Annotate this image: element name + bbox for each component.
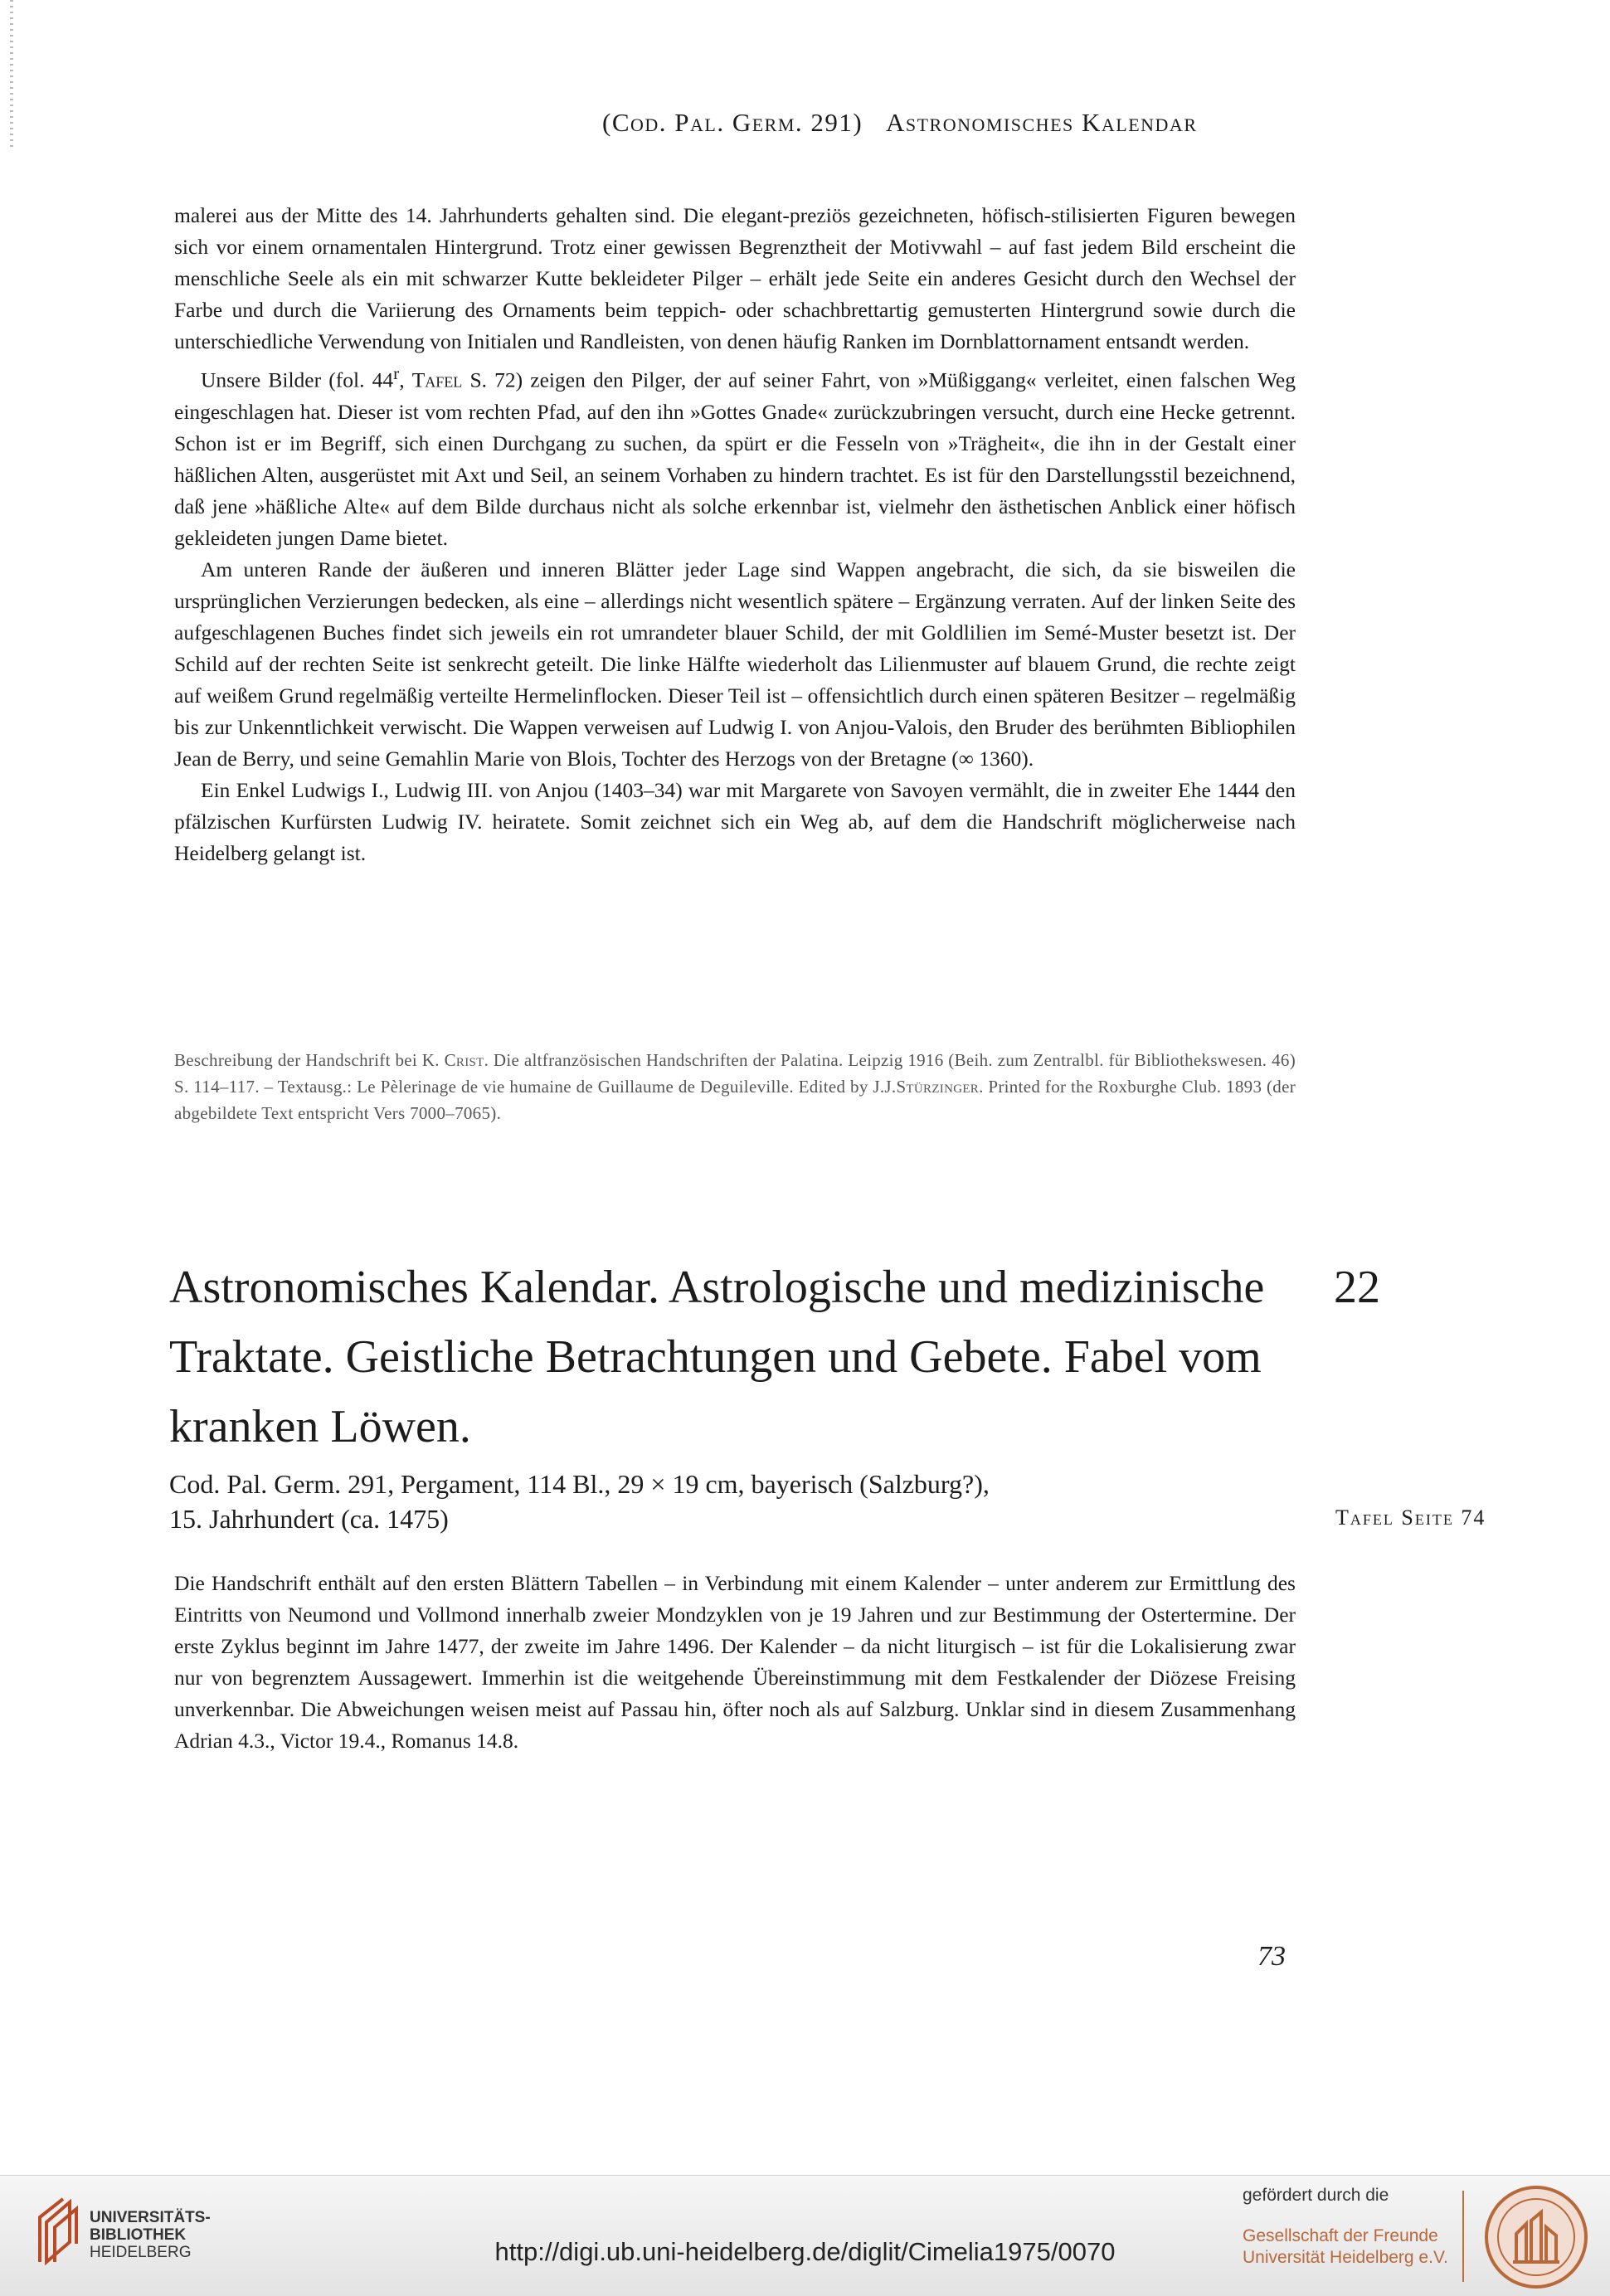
intro-paragraph: Ein Enkel Ludwigs I., Ludwig III. von Anjou (1403–34) war mit Margarete von Savoyen vermählt, die in zweiter Ehe 1444 den pfälzischen Kurfürsten Ludwig IV. heiratete. Somit zeichnet sich ein Weg ab, auf dem die Handschrift möglicherweise nach Heidelberg gelangt ist.	[174, 777, 1296, 865]
permalink-url[interactable]: http://digi.ub.uni-heidelberg.de/diglit/Cimelia1975/0070	[494, 2237, 1116, 2266]
page-number: 73	[1257, 1941, 1286, 1972]
intro-paragraph-unsere: Unsere Bilder (fol. 44$^r$, Tafel S. 72) zeigen den Pilger, der auf seiner Fahrt, von »Müßiggang« verleitet, einen falschen Weg eingeschlagen hat. Dieser ist vom rechten Pfad, auf den ihn »Gottes Gnade« zurückzubringen versucht, durch eine Hecke getrennt. Schon ist er im Begriff, sich einen Durchgang zu suchen, da spürt er die Fesseln von »Trägheit«, die ihn in der Gestalt einer häßlichen Alten, ausgerüstet mit Axt und Seil, an seinem Vorhaben zu hindern trachtet. Es ist für den Darstellungsstil bezeichnend, daß jene »häßliche Alte« auf dem Bilde durchaus nicht als solche erkennbar ist, vielmehr den ästhetischen Anblick einer höfisch gekleideten jungen Dame bietet.	[174, 363, 1296, 550]
sponsor-line: Gesellschaft der Freunde	[1243, 2226, 1438, 2245]
intro-paragraph: Am unteren Rande der äußeren und inneren Blätter jeder Lage sind Wappen angebracht, die sich, da sie bisweilen die ursprünglichen Verzierungen bedecken, als eine – allerdings nicht wesentlich spätere – Ergänzung verraten. Auf der linken Seite des aufgeschlagenen Buches findet sich jeweils ein rot umrandeter blauer Schild, der mit Goldlilien im Semé-Muster besetzt ist. Der Schild auf der rechten Seite ist senkrecht geteilt. Die linke Hälfte wiederholt das Lilienmuster auf blauem Grund, die rechte zeigt auf weißem Grund regelmäßig verteilte Hermelinflocken. Dieser Teil ist – offensichtlich durch einen späteren Besitzer – regelmäßig bis zur Unkenntlichkeit verwischt. Die Wappen verweisen auf Ludwig I. von Anjou-Valois, den Bruder des berühmten Bibliophilen Jean de Berry, und seine Gemahlin Marie von Blois, Tochter des Herzogs von der Bretagne (∞ 1360).	[174, 557, 1296, 771]
intro-paragraph: malerei aus der Mitte des 14. Jahrhunderts gehalten sind. Die elegant-preziös gezeichneten, höfisch-stilisierten Figuren bewegen sich vor einem ornamentalen Hintergrund. Trotz einer gewissen Begrenztheit der Motivwahl – auf fast jedem Bild erscheint die menschliche Seele als ein mit schwarzer Kutte bekleideter Pilger – erhält jede Seite ein anderes Gesicht durch den Wechsel der Farbe und durch die Variierung des Ornaments beim teppich- oder schachbrettartig gemusterten Hintergrund sowie durch die unterschiedliche Verwendung von Initialen und Randleisten, von denen häufig Ranken im Dornblattornament entsandt werden.	[174, 203, 1296, 353]
library-name-line: HEIDELBERG	[90, 2244, 192, 2261]
bibliography-note: Beschreibung der Handschrift bei K. Crist. Die altfranzösischen Handschriften der Palatina. Leipzig 1916 (Beih. zum Zentralbl. für Bibliothekswesen. 46) S. 114–117. – Textausg.: Le Pèlerinage de vie humaine de Guillaume de Deguileville. Edited by J.J.Stürzinger. Printed for the Roxburghe Club. 1893 (der abgebildete Text entspricht Vers 7000–7065).	[174, 1050, 1296, 1123]
library-name-line: UNIVERSITÄTS-	[90, 2209, 211, 2226]
entry-title: Astronomisches Kalendar. Astrologische und medizinische Traktate. Geistliche Betrachtungen und Gebete. Fabel vom kranken Löwen.	[169, 1262, 1265, 1452]
entry-description	[174, 1568, 1296, 1757]
shelfmark	[169, 1467, 990, 1536]
running-head: (Cod. Pal. Germ. 291) Astronomisches Kalendar	[602, 108, 1198, 137]
sponsor-name	[1243, 2225, 1448, 2269]
plate-reference: Tafel Seite 74	[1335, 1506, 1486, 1530]
sponsor-intro: gefördert durch die	[1243, 2186, 1389, 2205]
entry-paragraph: Die Handschrift enthält auf den ersten Blättern Tabellen – in Verbindung mit einem Kalender – unter anderem zur Ermittlung des Eintritts von Neumond und Vollmond innerhalb zweier Mondzyklen von je 19 Jahren und zur Bestimmung der Ostertermine. Der erste Zyklus beginnt im Jahre 1477, der zweite im Jahre 1496. Der Kalender – da nicht liturgisch – ist für die Lokalisierung zwar nur von begrenztem Aussagewert. Immerhin ist die weitgehende Übereinstimmung mit dem Festkalender der Diözese Freising unverkennbar. Die Abweichungen weisen meist auf Passau hin, öfter noch als auf Salzburg. Unklar sind in diesem Zusammenhang Adrian 4.3., Victor 19.4., Romanus 14.8.	[174, 1571, 1296, 1753]
shelfmark-line: 15. Jahrhundert (ca. 1475)	[169, 1504, 449, 1534]
intro-text	[174, 200, 1296, 869]
digitization-footer	[0, 2175, 1610, 2296]
entry-number: 22	[1334, 1262, 1380, 1313]
scan-edge-marks	[10, 0, 13, 149]
library-name-line: BIBLIOTHEK	[90, 2226, 187, 2244]
university-seal-icon	[1483, 2184, 1589, 2290]
divider	[1462, 2191, 1464, 2282]
shelfmark-line: Cod. Pal. Germ. 291, Pergament, 114 Bl., 29 × 19 cm, bayerisch (Salzburg?),	[169, 1469, 990, 1499]
sponsor-line: Universität Heidelberg e.V.	[1243, 2248, 1448, 2267]
